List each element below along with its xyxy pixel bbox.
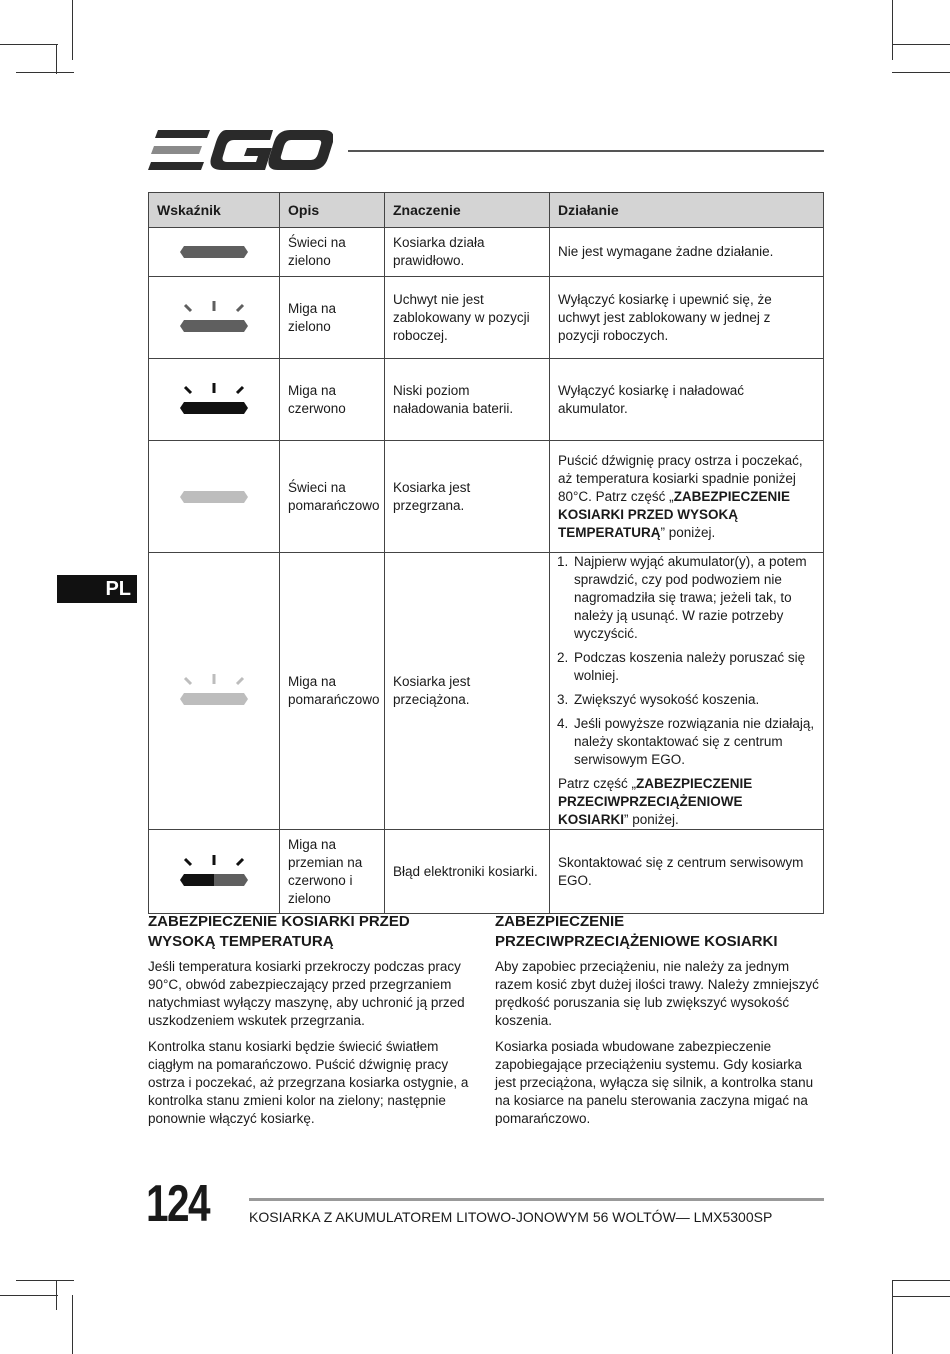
- list-item: 1. Najpierw wyjąć akumulator(y), a potem sprawdzić, czy pod podwoziem nie nagromadziła się trawa; jeżeli tak, to należy ją usunąć. W razie potrzeby wyczyścić.: [572, 553, 815, 643]
- section-heading: ZABEZPIECZENIE PRZECIWPRZECIĄŻENIOWE KOSIARKI: [495, 913, 778, 950]
- section-paragraph: Kosiarka posiada wbudowane zabezpieczenie zapobiegające przeciążeniu systemu. Gdy kosiarka jest przeciążona, wyłącza się silnik, a kontrolka stanu na kosiarce na panelu sterowania zaczyna migać na pomarańczowo.: [495, 1039, 814, 1126]
- crop-mark: [16, 1280, 74, 1281]
- opis-cell: Świeci na zielono: [280, 228, 385, 277]
- list-item: 3. Zwiększyć wysokość koszenia.: [572, 691, 815, 709]
- blinking-bar-gray-icon: [179, 300, 249, 336]
- header-rule: [348, 150, 824, 152]
- dzialanie-text: Puścić dźwignię pracy ostrza i poczekać, aż temperatura kosiarki spadnie poniżej 80°C. Patrz część „: [558, 452, 803, 504]
- steps-list: [558, 553, 815, 769]
- section-reference: ZABEZPIECZENIE PRZECIWPRZECIĄŻENIOWE KOSIARKI: [558, 776, 753, 827]
- znaczenie-cell: Błąd elektroniki kosiarki.: [385, 830, 550, 914]
- indicator-cell: [149, 277, 280, 359]
- crop-mark: [16, 72, 74, 73]
- dzialanie-cell: [550, 441, 824, 553]
- crop-mark: [56, 1280, 57, 1310]
- page-number: 124: [146, 1175, 209, 1233]
- section-paragraph: Jeśli temperatura kosiarki przekroczy podczas pracy 90°C, obwód zabezpieczający przed przegrzaniem natychmiast wyłączy maszynę, aby uchronić ją przed uszkodzeniem wskutek przegrzania.: [148, 959, 465, 1028]
- crop-mark: [892, 1296, 950, 1297]
- opis-cell: Świeci na pomarańczowo: [280, 441, 385, 553]
- opis-cell: Miga na zielono: [280, 277, 385, 359]
- list-item: 2. Podczas koszenia należy poruszać się wolniej.: [572, 649, 815, 685]
- section-heading: ZABEZPIECZENIE KOSIARKI PRZED WYSOKĄ TEMPERATURĄ: [148, 913, 410, 950]
- ego-logo: [148, 128, 333, 174]
- header-opis: Opis: [280, 193, 385, 228]
- section-reference: ZABEZPIECZENIE KOSIARKI PRZED WYSOKĄ TEMPERATURĄ: [558, 488, 790, 540]
- opis-cell: Miga na pomarańczowo: [280, 553, 385, 830]
- section-paragraph: Aby zapobiec przeciążeniu, nie należy za jednym razem kosić zbyt dużej ilości trawy. Należy zmniejszyć prędkość poruszania się lub zwiększyć wysokość koszenia.: [495, 959, 819, 1028]
- znaczenie-cell: Niski poziom naładowania baterii.: [385, 359, 550, 441]
- dzialanie-text: ” poniżej.: [624, 812, 679, 827]
- blinking-bar-black-icon: [179, 382, 249, 418]
- table-row: [149, 359, 824, 441]
- crop-mark: [892, 1280, 893, 1354]
- crop-mark: [72, 0, 73, 60]
- crop-mark: [0, 44, 58, 45]
- table-header-row: [149, 193, 824, 228]
- znaczenie-cell: Kosiarka działa prawidłowo.: [385, 228, 550, 277]
- solid-bar-dark-gray-icon: [179, 244, 249, 260]
- header-dzialanie: Działanie: [550, 193, 824, 228]
- crop-mark: [56, 44, 57, 74]
- language-tab: PL: [57, 575, 137, 603]
- reference-paragraph: [558, 775, 815, 829]
- crop-mark: [0, 1295, 58, 1296]
- dzialanie-cell: Nie jest wymagane żadne działanie.: [550, 228, 824, 277]
- dzialanie-text: Patrz część „: [558, 776, 637, 791]
- indicator-cell: [149, 359, 280, 441]
- opis-cell: Miga na przemian na czerwono i zielono: [280, 830, 385, 914]
- opis-cell: Miga na czerwono: [280, 359, 385, 441]
- section-paragraph: Kontrolka stanu kosiarki będzie świecić światłem ciągłym na pomarańczowo. Puścić dźwignię pracy ostrza i poczekać, aż przegrzana kosiarka ostygnie, a kontrolka stanu zmieni kolor na zielony; następnie ponownie włączyć kosiarkę.: [148, 1039, 469, 1126]
- table-row: [149, 830, 824, 914]
- table-row: [149, 441, 824, 553]
- solid-bar-light-gray-icon: [179, 489, 249, 505]
- blinking-bar-light-gray-icon: [179, 673, 249, 709]
- header-wskaznik: Wskaźnik: [149, 193, 280, 228]
- crop-mark: [892, 44, 950, 45]
- indicator-cell: [149, 228, 280, 277]
- crop-mark: [892, 1280, 950, 1281]
- overload-section: [495, 912, 825, 1136]
- table-row: [149, 228, 824, 277]
- crop-mark: [892, 0, 893, 60]
- footer-title: KOSIARKA Z AKUMULATOREM LITOWO-JONOWYM 56 WOLTÓW— LMX5300SP: [249, 1209, 773, 1225]
- znaczenie-cell: Kosiarka jest przegrzana.: [385, 441, 550, 553]
- znaczenie-cell: Uchwyt nie jest zablokowany w pozycji roboczej.: [385, 277, 550, 359]
- indicator-table: [148, 192, 824, 914]
- indicator-cell: [149, 830, 280, 914]
- dzialanie-cell: Wyłączyć kosiarkę i upewnić się, że uchwyt jest zablokowany w jednej z pozycji roboczych.: [550, 277, 824, 359]
- table-row: [149, 277, 824, 359]
- list-item: 4. Jeśli powyższe rozwiązania nie działają, należy skontaktować się z centrum serwisowym EGO.: [572, 715, 815, 769]
- znaczenie-cell: Kosiarka jest przeciążona.: [385, 553, 550, 830]
- dzialanie-cell: Wyłączyć kosiarkę i naładować akumulator.: [550, 359, 824, 441]
- table-row: [149, 553, 824, 830]
- dzialanie-cell: Skontaktować się z centrum serwisowym EGO.: [550, 830, 824, 914]
- dzialanie-cell: [550, 553, 824, 830]
- crop-mark: [892, 72, 950, 73]
- overheat-section: [148, 912, 478, 1136]
- blinking-bar-black-gray-split-icon: [179, 854, 249, 890]
- dzialanie-text: ” poniżej.: [660, 524, 716, 540]
- crop-mark: [72, 1295, 73, 1354]
- footer-rule: [249, 1198, 824, 1201]
- indicator-cell: [149, 441, 280, 553]
- indicator-cell: [149, 553, 280, 830]
- header-znaczenie: Znaczenie: [385, 193, 550, 228]
